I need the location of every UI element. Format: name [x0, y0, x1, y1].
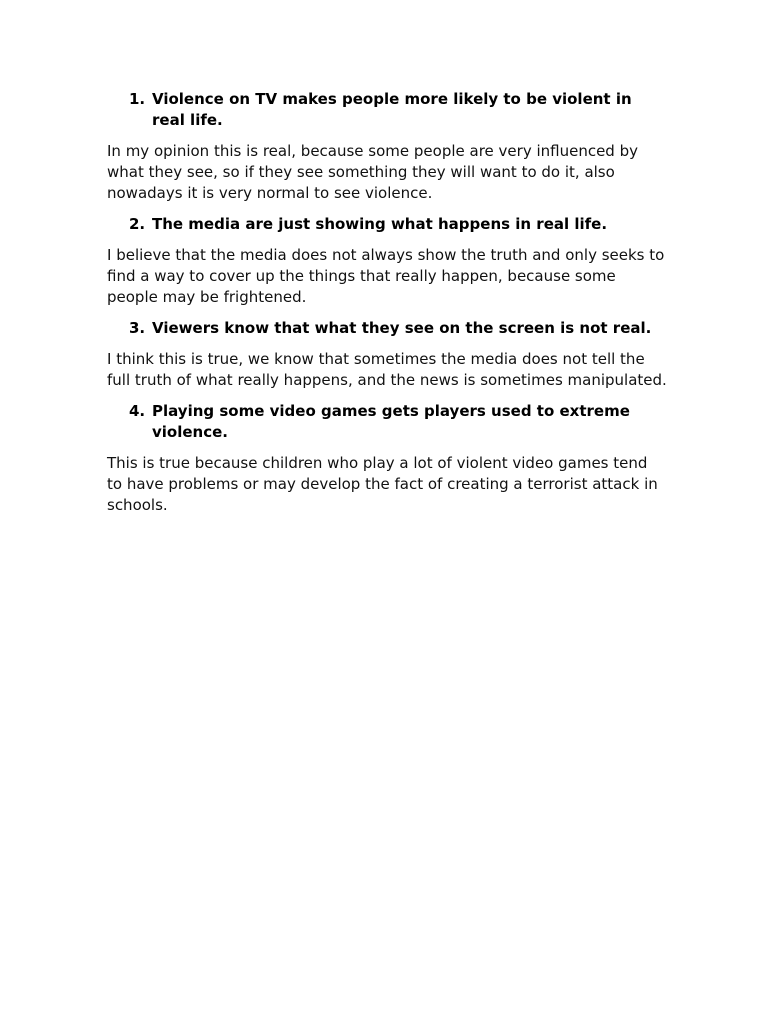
statement-text: Playing some video games gets players used to extreme violence.: [152, 402, 630, 441]
statement-1: [107, 89, 667, 131]
answer-3: I think this is true, we know that sometimes the media does not tell the full truth of what really happens, and the news is sometimes manipulated.: [107, 350, 667, 389]
document-page: [107, 89, 667, 526]
statement-3: [107, 318, 667, 339]
statement-2: [107, 214, 667, 235]
statement-number: 4.: [129, 402, 146, 420]
statement-number: 2.: [129, 215, 146, 233]
statement-4: [107, 401, 667, 443]
statement-number: 3.: [129, 319, 146, 337]
statement-text: The media are just showing what happens in real life.: [152, 215, 608, 233]
answer-1: In my opinion this is real, because some people are very influenced by what they see, so if they see something they will want to do it, also nowadays it is very normal to see violence.: [107, 142, 638, 202]
statement-text: Violence on TV makes people more likely to be violent in real life.: [152, 90, 632, 129]
answer-4: This is true because children who play a lot of violent video games tend to have problems or may develop the fact of creating a terrorist attack in schools.: [107, 454, 658, 514]
answer-2: I believe that the media does not always show the truth and only seeks to find a way to cover up the things that really happen, because some people may be frightened.: [107, 246, 665, 306]
statement-text: Viewers know that what they see on the screen is not real.: [152, 319, 652, 337]
statement-number: 1.: [129, 90, 146, 108]
